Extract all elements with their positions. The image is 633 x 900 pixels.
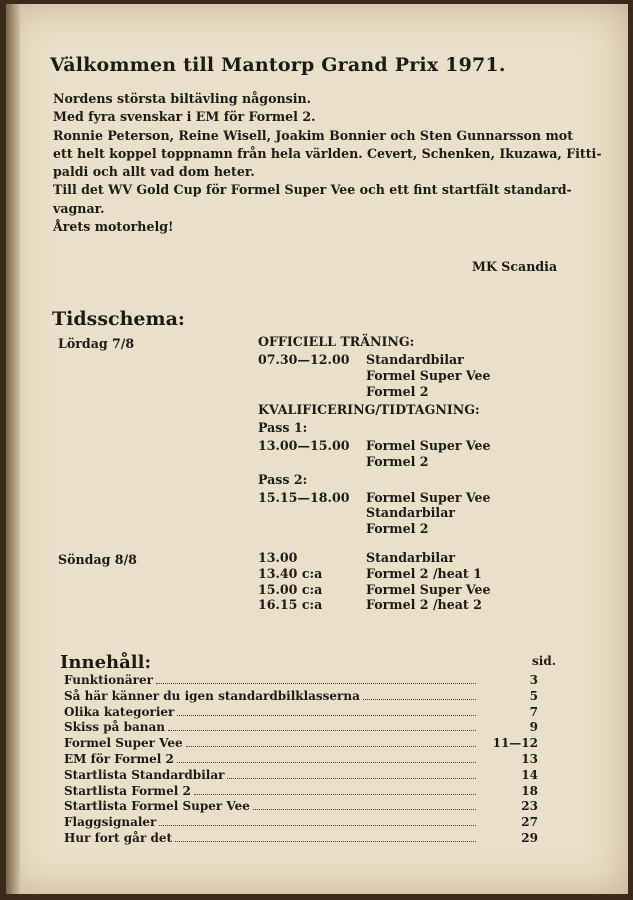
schedule-event: Formel 2 [366,383,429,399]
schedule-event: Standardbilar [366,352,464,367]
signature: MK Scandia [472,259,558,274]
toc-item[interactable] [64,720,538,736]
intro-line: Med fyra svenskar i EM för Formel 2. [53,109,316,125]
schedule-event: Standarbilar [366,505,455,521]
sunday-label: Söndag 8/8 [58,552,137,567]
toc-leader [177,715,476,716]
toc-leader [175,841,476,842]
schedule-time: 16.15 c:a [258,597,323,613]
toc-leader [227,778,476,779]
toc-item-label: Skiss på banan [64,720,165,735]
schedule-title: Tidsschema: [52,308,185,330]
welcome-text [53,90,602,236]
toc-item-page: 5 [529,688,538,703]
pass2-label: Pass 2: [258,471,308,487]
toc-title: Innehåll: [60,652,152,673]
toc-item[interactable] [64,799,538,815]
toc-item[interactable] [64,752,538,768]
toc-item-page: 11—12 [492,736,538,751]
schedule-event: Formel 2 /heat 2 [366,597,482,613]
schedule-row [258,521,480,537]
intro-line: vagnar. [53,200,105,216]
toc-item[interactable] [64,673,538,689]
toc-item-label: Hur fort går det [64,830,173,845]
toc-item[interactable] [64,736,538,752]
toc-item-page: 23 [521,799,538,814]
toc-item[interactable] [64,768,538,784]
toc-item-page: 9 [529,720,538,735]
toc-item-label: Funktionärer [64,673,153,687]
toc-item-page: 14 [521,767,538,782]
toc-leader [363,699,476,700]
toc-item-page: 3 [529,673,538,687]
toc-item-label: Startlista Formel 2 [64,783,191,798]
schedule-event: Formel 2 [366,453,429,469]
schedule-time: 07.30—12.00 [258,352,350,367]
schedule-event: Formel Super Vee [366,438,491,454]
intro-line: paldi och allt vad dom heter. [53,164,255,180]
schedule-event: Formel Super Vee [366,367,491,383]
intro-line: Nordens största biltävling någonsin. [53,91,312,106]
schedule-row [258,384,480,400]
toc-leader [194,794,476,795]
schedule-time: 15.00 c:a [258,581,323,597]
toc-item-label: Formel Super Vee [64,736,183,751]
toc-leader [156,683,476,684]
toc-leader [177,762,476,763]
toc-item[interactable] [64,689,538,705]
toc-page-header: sid. [532,654,556,668]
schedule-time: 13.00—15.00 [258,438,350,454]
toc-item[interactable] [64,815,538,831]
toc-item-page: 29 [521,830,538,845]
welcome-title: Välkommen till Mantorp Grand Prix 1971. [50,54,506,76]
program-page [6,4,628,894]
toc-item[interactable] [64,831,538,847]
toc-leader [159,825,476,826]
schedule-event: Formel 2 /heat 1 [366,565,482,581]
toc-item-label: EM för Formel 2 [64,751,174,766]
schedule-row [258,454,480,470]
toc-item-page: 7 [529,704,538,719]
pass1-label: Pass 1: [258,420,308,436]
toc-leader [168,730,476,731]
qualifying-heading: KVALIFICERING/TIDTAGNING: [258,402,480,418]
toc-item-label: Flaggsignaler [64,815,157,830]
schedule-event: Formel Super Vee [366,489,491,505]
training-heading: OFFICIELL TRÄNING: [258,334,415,349]
saturday-schedule [258,334,491,537]
schedule-row [258,505,480,521]
toc-item-page: 18 [521,783,538,798]
intro-line: Till det WV Gold Cup för Formel Super Vee och ett fint startfält standard- [53,182,572,198]
toc-item-label: Startlista Standardbilar [64,767,225,782]
toc-leader [186,746,476,747]
schedule-row [258,438,491,454]
schedule-event: Formel 2 [366,521,429,537]
schedule-event: Formel Super Vee [366,581,491,597]
toc-item[interactable] [64,784,538,800]
schedule-time: 13.40 c:a [258,565,323,581]
schedule-row [258,367,491,384]
schedule-time: 15.15—18.00 [258,489,350,505]
page-spine [6,4,20,894]
toc-item-label: Så här känner du igen standardbilklasserna [64,688,360,703]
saturday-label: Lördag 7/8 [58,336,135,351]
toc-item-label: Startlista Formel Super Vee [64,799,250,814]
schedule-row [258,489,491,506]
schedule-row [258,352,480,368]
toc-list [64,673,538,847]
toc-item-page: 13 [521,751,538,766]
toc-item[interactable] [64,705,538,721]
schedule-event: Standarbilar [366,550,455,565]
toc-item-label: Olika kategorier [64,704,175,719]
toc-leader [253,809,476,810]
intro-line: ett helt koppel toppnamn från hela världen. Cevert, Schenken, Ikuzawa, Fitti- [53,145,602,161]
schedule-time: 13.00 [258,550,298,565]
intro-line: Ronnie Peterson, Reine Wisell, Joakim Bonnier och Sten Gunnarsson mot [53,127,574,143]
toc-item-page: 27 [521,815,538,830]
intro-line: Årets motorhelg! [53,219,174,235]
